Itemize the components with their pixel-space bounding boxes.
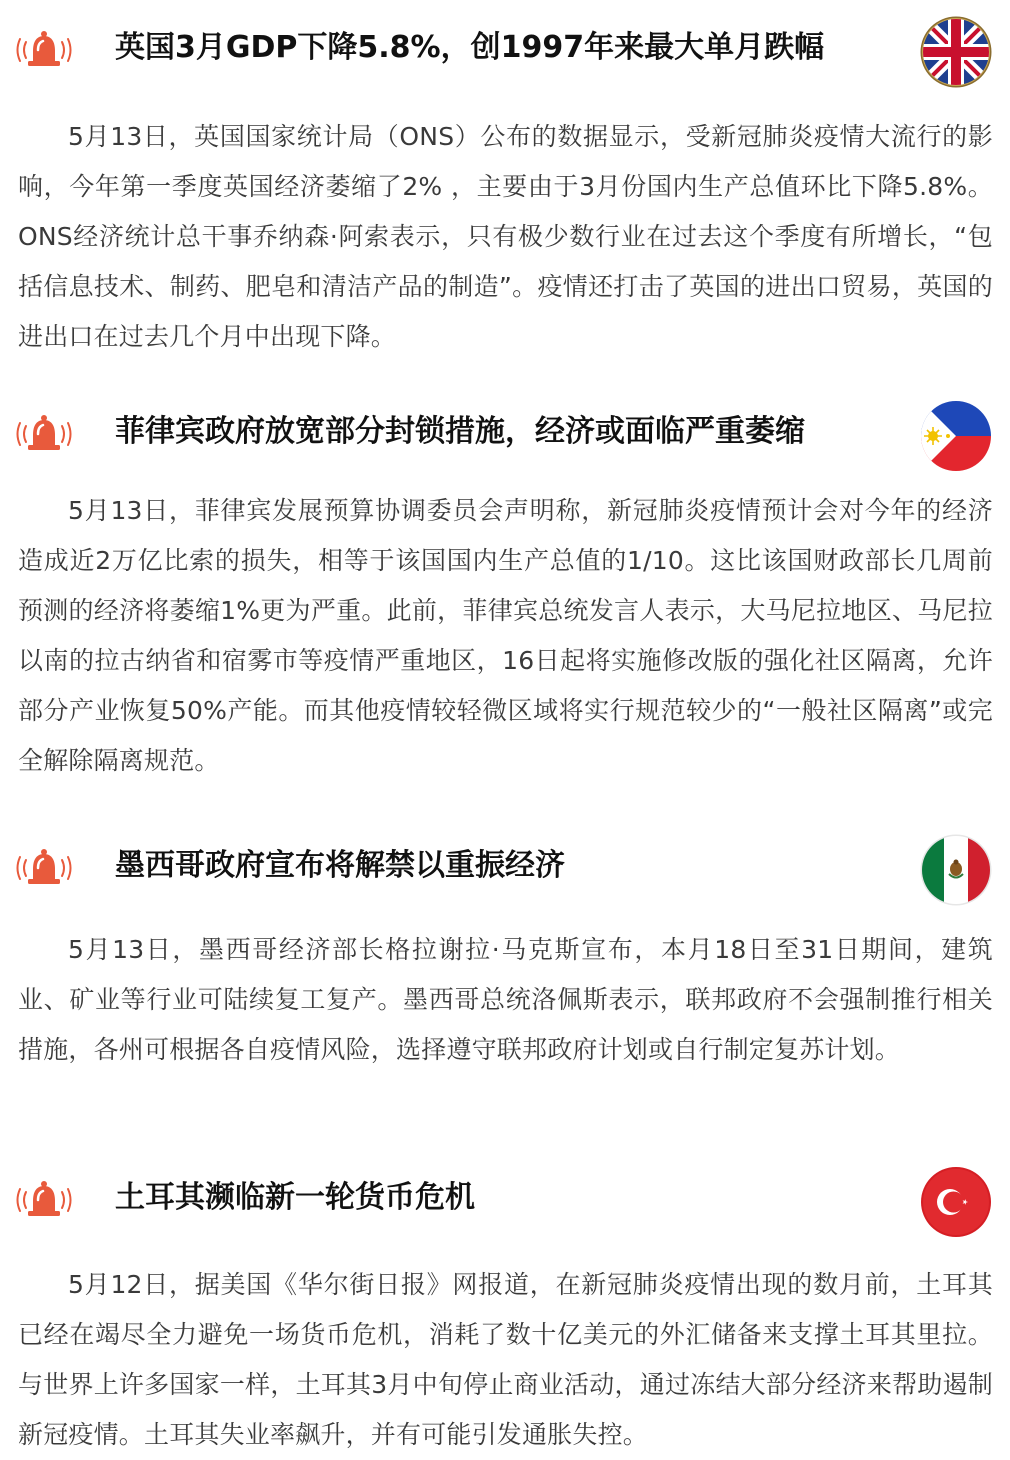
alarm-bell-icon (14, 408, 74, 460)
article-body: 5月13日，墨西哥经济部长格拉谢拉·马克斯宣布，本月18日至31日期间，建筑业、矿业等行业可陆续复工复产。墨西哥总统洛佩斯表示，联邦政府不会强制推行相关措施，各州可根据各自疫情风险，选择遵守联邦政府计划或自行制定复苏计划。 (18, 935, 993, 1064)
article-mexico (0, 830, 1010, 1130)
alarm-bell-icon (14, 24, 74, 76)
alarm-bell-icon (14, 842, 74, 894)
article-title: 英国3月GDP下降5.8%，创1997年来最大单月跌幅 (115, 30, 825, 65)
article-headline (0, 830, 1010, 910)
article-title: 墨西哥政府宣布将解禁以重振经济 (115, 848, 565, 883)
article-turkey (0, 1162, 1010, 1460)
uk-flag-icon (920, 16, 992, 88)
turkey-flag-icon (920, 1166, 992, 1238)
philippines-flag-icon (920, 400, 992, 472)
article-headline (0, 1162, 1010, 1242)
article-title: 土耳其濒临新一轮货币危机 (115, 1180, 475, 1215)
article-philippines (0, 396, 1010, 796)
article-uk (0, 12, 1010, 362)
article-body: 5月13日，菲律宾发展预算协调委员会声明称，新冠肺炎疫情预计会对今年的经济造成近2万亿比索的损失，相等于该国国内生产总值的1/10。这比该国财政部长几周前预测的经济将萎缩1%更为严重。此前，菲律宾总统发言人表示，大马尼拉地区、马尼拉以南的拉古纳省和宿雾市等疫情严重地区，16日起将实施修改版的强化社区隔离，允许部分产业恢复50%产能。而其他疫情较轻微区域将实行规范较少的“一般社区隔离”或完全解除隔离规范。 (18, 496, 993, 775)
article-headline (0, 12, 1010, 92)
alarm-bell-icon (14, 1174, 74, 1226)
article-title: 菲律宾政府放宽部分封锁措施，经济或面临严重萎缩 (115, 414, 805, 449)
article-headline (0, 396, 1010, 476)
article-body: 5月13日，英国国家统计局（ONS）公布的数据显示，受新冠肺炎疫情大流行的影响，今年第一季度英国经济萎缩了2% ，主要由于3月份国内生产总值环比下降5.8%。ONS经济统计总干事乔纳森·阿索表示，只有极少数行业在过去这个季度有所增长，“包括信息技术、制药、肥皂和清洁产品的制造”。疫情还打击了英国的进出口贸易，英国的进出口在过去几个月中出现下降。 (18, 122, 993, 351)
mexico-flag-icon (920, 834, 992, 906)
article-body: 5月12日，据美国《华尔街日报》网报道，在新冠肺炎疫情出现的数月前，土耳其已经在竭尽全力避免一场货币危机，消耗了数十亿美元的外汇储备来支撑土耳其里拉。与世界上许多国家一样，土耳其3月中旬停止商业活动，通过冻结大部分经济来帮助遏制新冠疫情。土耳其失业率飙升，并有可能引发通胀失控。 (18, 1270, 993, 1449)
